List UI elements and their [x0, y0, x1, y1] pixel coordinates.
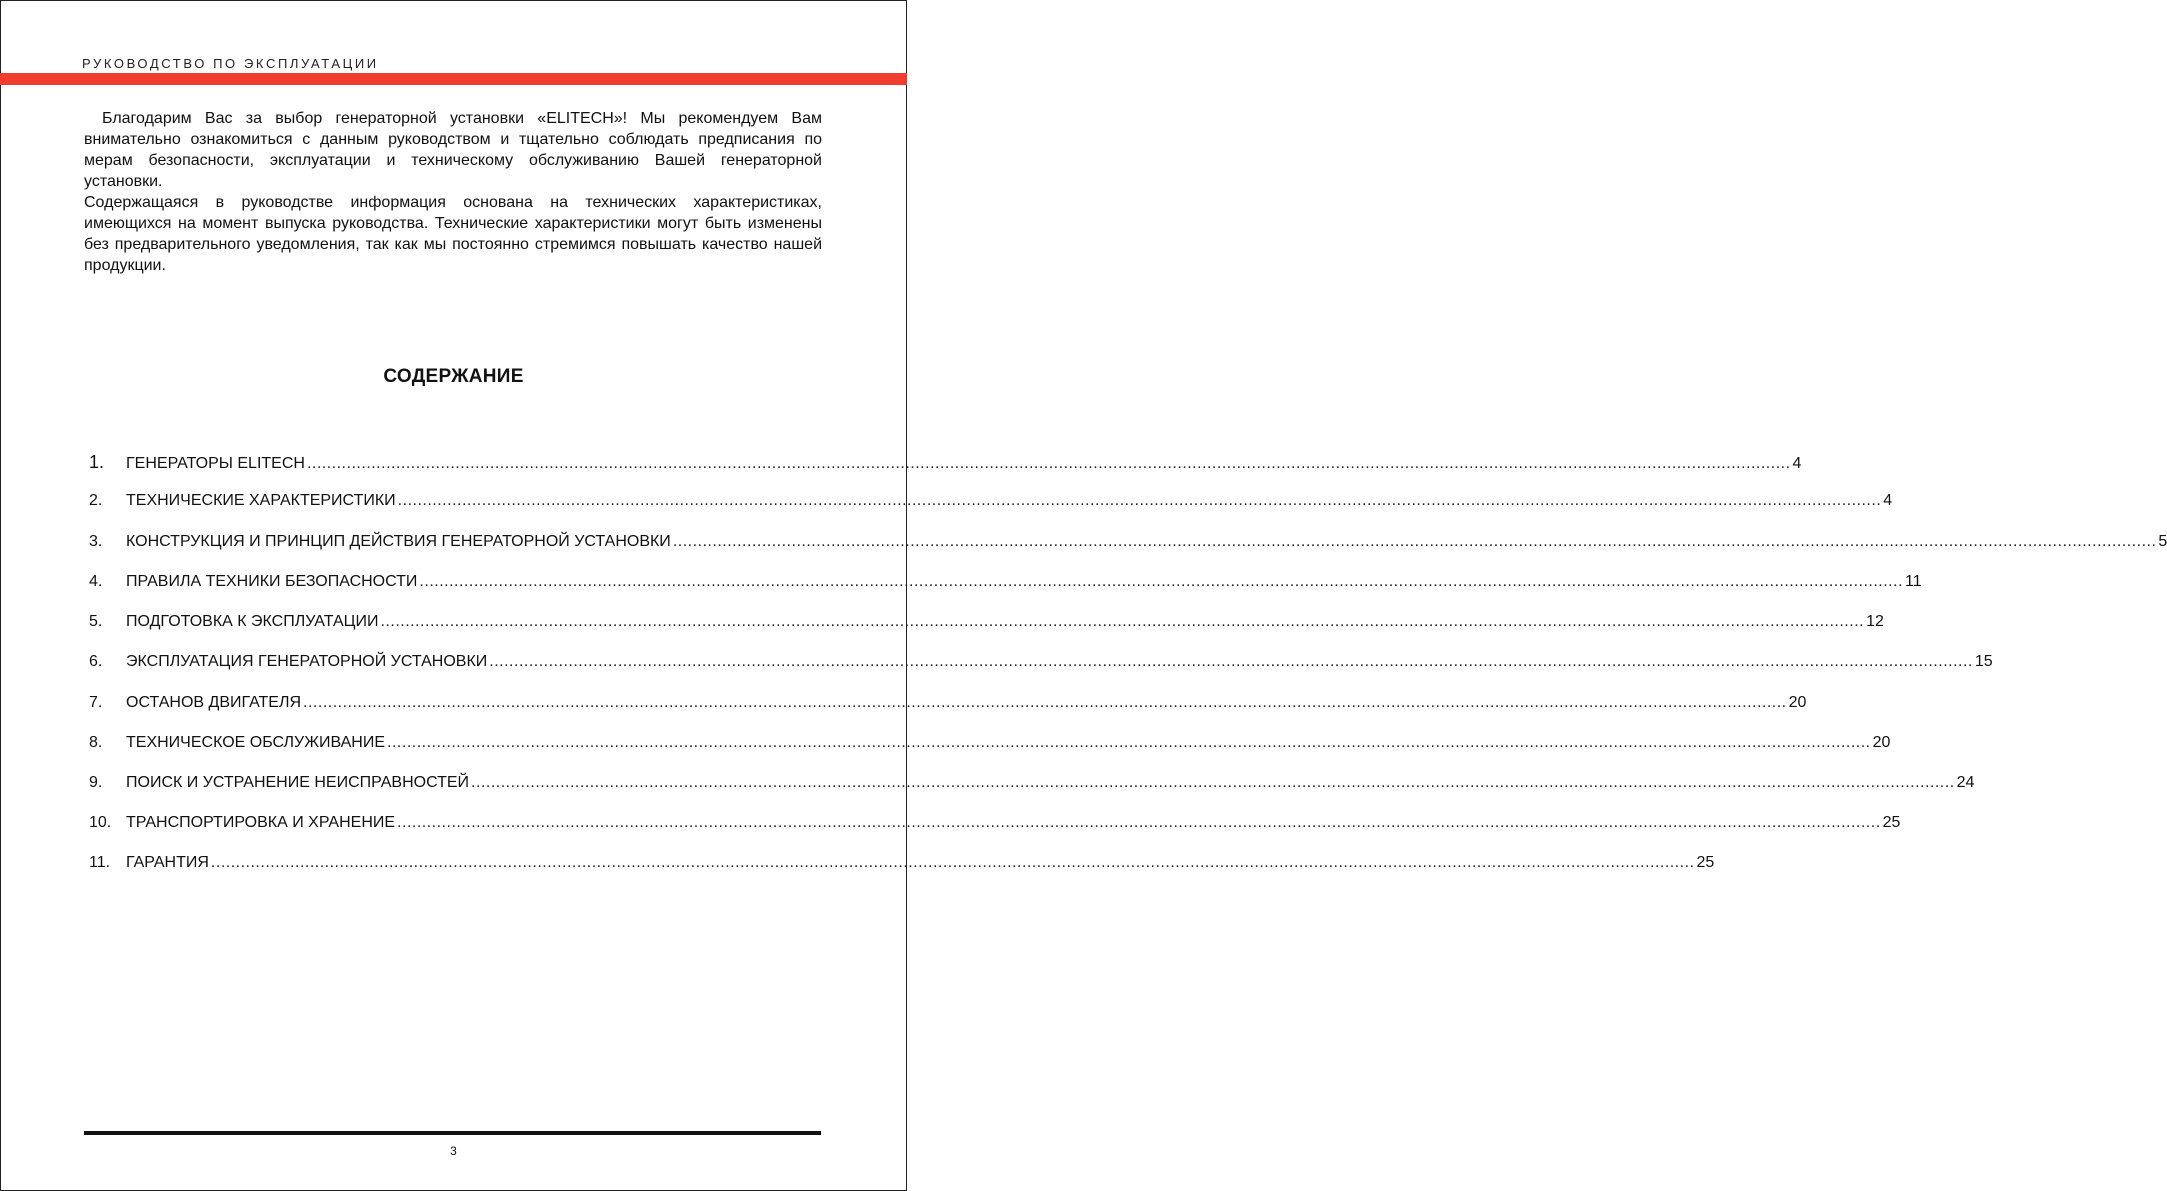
footer-rule — [84, 1131, 821, 1135]
toc-leader-dots: ............................................................................................................................................................................................................................................................................................................ — [387, 734, 1871, 751]
toc-item-number: 11. — [89, 854, 111, 871]
toc-item-label: ПОДГОТОВКА К ЭКСПЛУАТАЦИИ — [126, 613, 379, 630]
toc-item-number: 3. — [89, 533, 103, 550]
toc-item-label: ТЕХНИЧЕСКОЕ ОБСЛУЖИВАНИЕ — [126, 734, 386, 751]
page-number: 3 — [450, 1144, 457, 1158]
toc-item[interactable] — [89, 734, 1891, 756]
toc-item-page: 5 — [2158, 533, 2167, 550]
toc-leader-dots: ............................................................................................................................................................................................................................................................................................................ — [380, 613, 1865, 630]
toc-item[interactable] — [89, 854, 1715, 876]
toc-item-label: ПОИСК И УСТРАНЕНИЕ НЕИСПРАВНОСТЕЙ — [126, 774, 470, 791]
toc-leader-dots: ............................................................................................................................................................................................................................................................................................................ — [210, 854, 1695, 871]
toc-item-page: 20 — [1788, 694, 1807, 711]
intro-text — [84, 108, 822, 276]
toc-item-label: ТЕХНИЧЕСКИЕ ХАРАКТЕРИСТИКИ — [126, 492, 396, 509]
toc-leader-dots: ............................................................................................................................................................................................................................................................................................................ — [672, 533, 2157, 550]
toc-item-number: 9. — [89, 774, 103, 791]
intro-paragraph-1: Благодарим Вас за выбор генераторной установки «ELITECH»! Мы рекомендуем Вам внимательно ознакомиться с данным руководством и тщательно соблюдать предписания по мерам безопасности, эксплуатации и техническому обслуживанию Вашей генераторной установки. — [84, 110, 822, 190]
toc-item-number: 10. — [89, 814, 112, 831]
toc-leader-dots: ............................................................................................................................................................................................................................................................................................................ — [306, 455, 1791, 472]
intro-paragraph-2: Содержащаяся в руководстве информация основана на технических характеристиках, имеющихся на момент выпуска руководства. Технические характеристики могут быть изменены без предварительного уведомления, так как мы постоянно стремимся повышать качество нашей продукции. — [84, 194, 822, 274]
toc-item[interactable] — [89, 653, 1993, 675]
toc-item-page: 4 — [1792, 455, 1802, 472]
toc-leader-dots: ............................................................................................................................................................................................................................................................................................................ — [419, 573, 1904, 590]
toc-item[interactable] — [89, 613, 1884, 635]
header-accent-bar — [0, 73, 907, 85]
toc-item-number: 6. — [89, 653, 103, 670]
toc-item[interactable] — [89, 533, 2167, 555]
toc-item[interactable] — [89, 814, 1901, 836]
toc-item-page: 24 — [1956, 774, 1975, 791]
toc-item-number: 2. — [89, 492, 103, 509]
toc-item[interactable] — [89, 492, 1893, 514]
toc-leader-dots: ............................................................................................................................................................................................................................................................................................................ — [397, 492, 1882, 509]
toc-item-page: 20 — [1872, 734, 1891, 751]
toc-item-number: 1. — [89, 452, 105, 472]
toc-item-page: 4 — [1883, 492, 1893, 509]
toc-leader-dots: ............................................................................................................................................................................................................................................................................................................ — [303, 694, 1787, 711]
header-title: РУКОВОДСТВО ПО ЭКСПЛУАТАЦИИ — [82, 56, 379, 71]
toc-item-label: ПРАВИЛА ТЕХНИКИ БЕЗОПАСНОСТИ — [126, 573, 418, 590]
toc-item-label: ОСТАНОВ ДВИГАТЕЛЯ — [126, 694, 302, 711]
toc-leader-dots: ............................................................................................................................................................................................................................................................................................................ — [397, 814, 1881, 831]
toc-item-page: 11 — [1905, 573, 1922, 590]
toc-item-label: ТРАНСПОРТИРОВКА И ХРАНЕНИЕ — [126, 814, 396, 831]
toc-leader-dots: ............................................................................................................................................................................................................................................................................................................ — [489, 653, 1973, 670]
toc-item-number: 7. — [89, 694, 103, 711]
toc-item-page: 25 — [1882, 814, 1901, 831]
toc-item-number: 4. — [89, 573, 103, 590]
toc-item[interactable] — [89, 774, 1975, 796]
toc-item-page: 15 — [1974, 653, 1993, 670]
toc-item-page: 25 — [1696, 854, 1715, 871]
toc-leader-dots: ............................................................................................................................................................................................................................................................................................................ — [471, 774, 1955, 791]
toc-item-page: 12 — [1866, 613, 1884, 630]
toc-item[interactable] — [89, 573, 1922, 595]
toc-item-label: КОНСТРУКЦИЯ И ПРИНЦИП ДЕЙСТВИЯ ГЕНЕРАТОРНОЙ УСТАНОВКИ — [126, 533, 671, 550]
toc-item[interactable] — [89, 452, 1802, 474]
toc-item-label: ЭКСПЛУАТАЦИЯ ГЕНЕРАТОРНОЙ УСТАНОВКИ — [126, 653, 488, 670]
toc-item-number: 8. — [89, 734, 103, 751]
toc-item-label: ГАРАНТИЯ — [126, 854, 209, 871]
toc-item-label: ГЕНЕРАТОРЫ ELITECH — [126, 455, 305, 472]
toc-item-number: 5. — [89, 613, 103, 630]
toc-title: СОДЕРЖАНИЕ — [383, 366, 524, 387]
toc-item[interactable] — [89, 694, 1807, 716]
